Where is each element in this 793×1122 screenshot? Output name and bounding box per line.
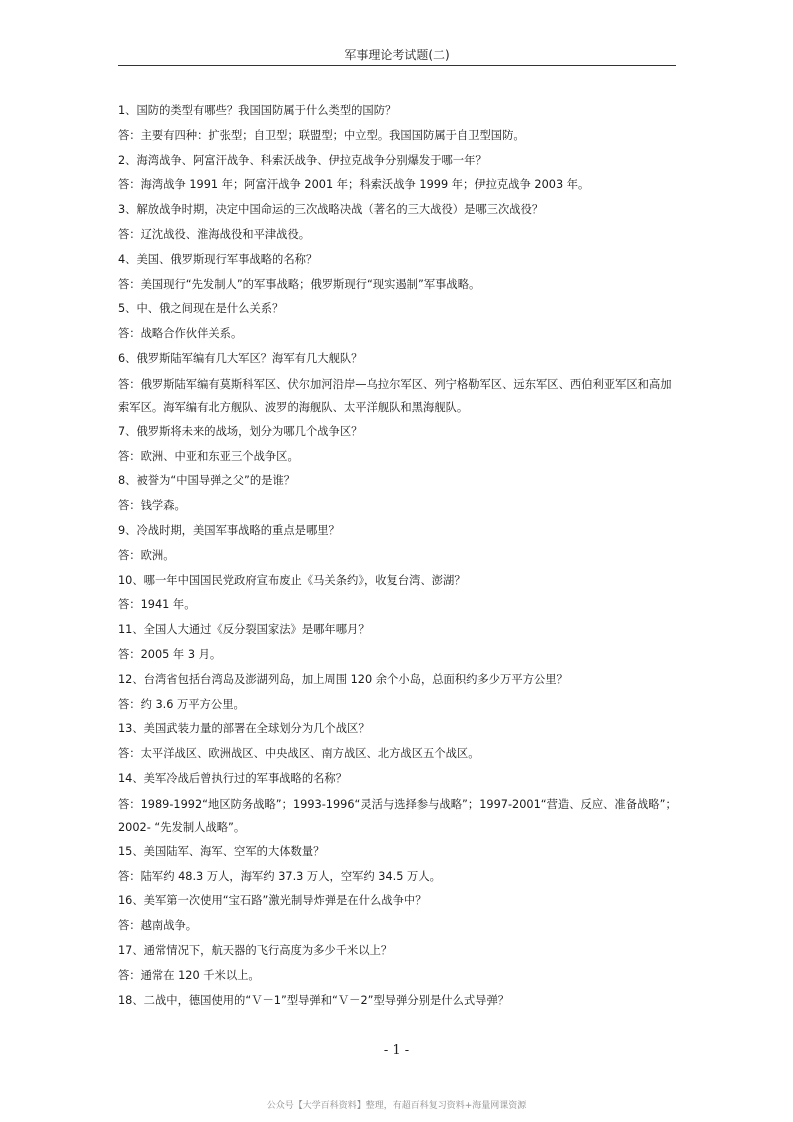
question-4: 4、美国、俄罗斯现行军事战略的名称？ [118, 252, 318, 266]
page-header-title: 军事理论考试题(二) [344, 48, 450, 62]
question-6: 6、俄罗斯陆军编有几大军区？海军有几大舰队？ [118, 351, 363, 365]
document-body [118, 99, 678, 1013]
answer-10: 答：1941 年。 [118, 598, 196, 612]
answer-7: 答：欧洲、中亚和东亚三个战争区。 [118, 449, 299, 463]
answer-12: 答：约 3.6 万平方公里。 [118, 697, 245, 711]
answer-16: 答：越南战争。 [118, 919, 198, 933]
question-8: 8、被誉为“中国导弹之父”的是谁？ [118, 474, 296, 488]
header-divider [118, 65, 676, 66]
question-14: 14、美军冷战后曾执行过的军事战略的名称？ [118, 771, 348, 785]
question-13: 13、美国武装力量的部署在全球划分为几个战区？ [118, 722, 370, 736]
answer-9: 答：欧洲。 [118, 548, 175, 562]
question-3: 3、解放战争时期，决定中国命运的三次战略决战（著名的三大战役）是哪三次战役？ [118, 203, 544, 217]
answer-5: 答：战略合作伙伴关系。 [118, 327, 243, 341]
answer-11: 答：2005 年 3 月。 [118, 647, 222, 661]
question-9: 9、冷战时期，美国军事战略的重点是哪里？ [118, 523, 340, 537]
answer-1: 答：主要有四种：扩张型；自卫型；联盟型；中立型。我国国防属于自卫型国防。 [118, 128, 525, 142]
footer-note: 公众号【大学百科资料】整理，有超百科复习资料+海量网课资源 [266, 1101, 527, 1111]
question-7: 7、俄罗斯将未来的战场，划分为哪几个战争区？ [118, 424, 363, 438]
answer-3: 答：辽沈战役、淮海战役和平津战役。 [118, 227, 311, 241]
answer-8: 答：钱学森。 [118, 499, 186, 513]
question-16: 16、美军第一次使用“宝石路”激光制导炸弹是在什么战争中？ [118, 894, 427, 908]
answer-14: 答：1989-1992“地区防务战略”；1993-1996“灵活与选择参与战略”；1997-2001“营造、反应、准备战略”；2002- “先发制人战略”。 [118, 797, 677, 834]
question-15: 15、美国陆军、海军、空军的大体数量？ [118, 844, 325, 858]
question-2: 2、海湾战争、阿富汗战争、科索沃战争、伊拉克战争分别爆发于哪一年？ [118, 153, 487, 167]
question-12: 12、台湾省包括台湾岛及澎湖列岛，加上周围 120 余个小岛，总面积约多少万平方公里？ [118, 672, 568, 686]
answer-2: 答：海湾战争 1991 年；阿富汗战争 2001 年；科索沃战争 1999 年；伊拉克战争 2003 年。 [118, 178, 590, 192]
page-number: - 1 - [383, 1043, 410, 1058]
question-10: 10、哪一年中国国民党政府宣布废止《马关条约》，收复台湾、澎湖？ [118, 573, 466, 587]
question-1: 1、国防的类型有哪些？我国国防属于什么类型的国防？ [118, 104, 397, 117]
question-17: 17、通常情况下，航天器的飞行高度为多少千米以上？ [118, 943, 393, 957]
question-11: 11、全国人大通过《反分裂国家法》是哪年哪月？ [118, 623, 370, 637]
answer-6: 答：俄罗斯陆军编有莫斯科军区、伏尔加河沿岸—乌拉尔军区、列宁格勒军区、远东军区、西伯利亚军区和高加索军区。海军编有北方舰队、波罗的海舰队、太平洋舰队和黑海舰队。 [118, 377, 672, 414]
answer-15: 答：陆军约 48.3 万人，海军约 37.3 万人，空军约 34.5 万人。 [118, 869, 441, 883]
answer-13: 答：太平洋战区、欧洲战区、中央战区、南方战区、北方战区五个战区。 [118, 747, 480, 761]
question-18: 18、二战中，德国使用的“Ｖ－1”型导弹和“Ｖ－2”型导弹分别是什么式导弹？ [118, 993, 510, 1007]
answer-17: 答：通常在 120 千米以上。 [118, 968, 260, 982]
question-5: 5、中、俄之间现在是什么关系？ [118, 302, 284, 316]
answer-4: 答：美国现行“先发制人”的军事战略；俄罗斯现行“现实遏制”军事战略。 [118, 277, 481, 291]
